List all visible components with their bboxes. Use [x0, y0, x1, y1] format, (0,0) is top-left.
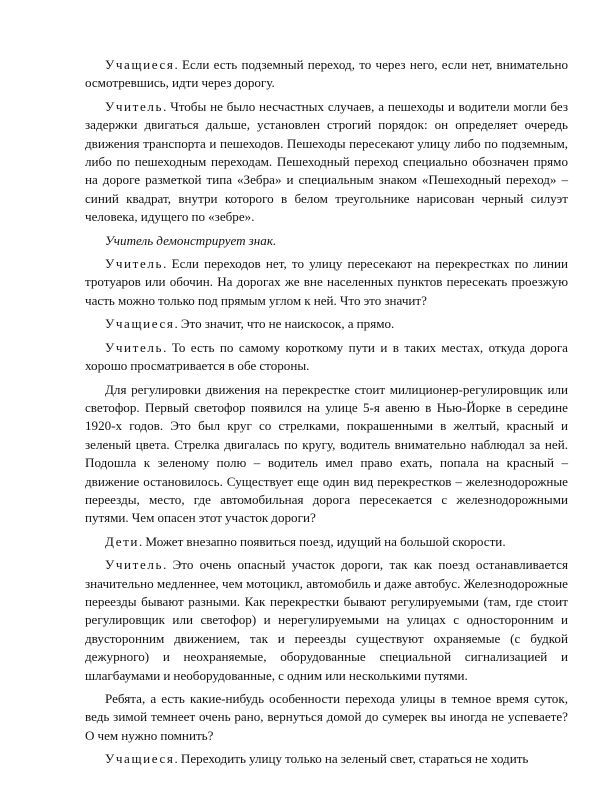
paragraph-traffic-light-history: Для регулировки движения на перекрестке стоит милиционер-регулировщик или светофор. Первый светофор появился на улице 5-я авеню в Нью-Йорке в середине 1920-х годов. Это был круг со стрелками, покрашенными в желтый, красный и зеленый цвета. Стрелка двигалась по кругу, водитель внимательно наблюдал за ней. Подошла к зеленому полю – водитель имел право ехать, попала на красный – движение остановилось. Существует еще один вид перекрестков – железнодорожные переезды, место, где автомобильная дорога пересекается с железнодорожными путями. Чем опасен этот участок дороги?: [85, 381, 568, 526]
stage-direction: Учитель демонстрирует знак.: [105, 232, 277, 248]
speaker-label: Учитель: [105, 557, 164, 573]
speaker-label: Учитель: [105, 98, 164, 114]
paragraph-text: . Если переходов нет, то улицу пересекают на перекрестках по линии тротуаров или обочин. На дорогах же вне населенных пунктов пересекать проезжую часть можно только под прямым углом к ней. Что это значит?: [85, 256, 568, 308]
paragraph-text: . Чтобы не было несчастных случаев, а пешеходы и водители могли без задержки двигаться дальше, установлен строгий порядок: он определяет очередь движения транспорта и пешеходов. Пешеходы пересекают улицу либо по подземным, либо по пешеходным переходам. Пешеходный переход специально обозначен прямо на дороге разметкой типа «Зебра» и специальным знаком «Пешеходный переход» – синий квадрат, внутри которого в белом треугольнике нарисован черный силуэт человека, идущего по «зебре».: [85, 98, 568, 225]
paragraph-text: . Может внезапно появиться поезд, идущий на большой скорости.: [139, 533, 506, 549]
paragraph-teacher-shortest-path: [85, 339, 568, 376]
paragraph-text: . То есть по самому короткому пути и в таких местах, откуда дорога хорошо просматривается в обе стороны.: [85, 339, 568, 374]
speaker-label: Учащиеся: [105, 57, 175, 72]
paragraph-students-reply-1: [85, 56, 568, 93]
speaker-label: Дети: [105, 533, 140, 549]
paragraph-students-reply-3: [85, 750, 568, 768]
paragraph-text: . Это очень опасный участок дороги, так как поезд останавливается значительно медленнее, чем мотоцикл, автомобиль и даже автобус. Железнодорожные переезды бывают разными. Как перекрестки бывают регулируемыми (там, где стоит регулировщик или светофор) и нерегулируемыми на улицах с односторонним и двусторонним движением, так и переезды существуют охраняемые (с будкой дежурного) и неохраняемые, оборудованные специальной сигнализацией и шлагбаумами и необорудованные, с одним или несколькими путями.: [85, 557, 568, 683]
speaker-label: Учащиеся: [105, 751, 175, 767]
paragraph-text: . Это значит, что не наискосок, а прямо.: [174, 316, 395, 332]
paragraph-children-reply: [85, 533, 568, 551]
paragraph-teacher-crossing: [85, 255, 568, 310]
paragraph-students-reply-2: [85, 315, 568, 333]
speaker-label: Учитель: [105, 256, 164, 272]
paragraph-teacher-rules: [85, 98, 568, 227]
paragraph-text: . Если есть подземный переход, то через него, если нет, внимательно осмотревшись, идти через дорогу.: [85, 57, 568, 91]
paragraph-teacher-railway: [85, 556, 568, 685]
paragraph-text: . Переходить улицу только на зеленый свет, стараться не ходить: [174, 751, 529, 767]
paragraph-dark-time-question: Ребята, а есть какие-нибудь особенности перехода улицы в темное время суток, ведь зимой темнеет очень рано, вернуться домой до сумерек вы иногда не успеваете? О чем нужно помнить?: [85, 691, 568, 743]
speaker-label: Учащиеся: [105, 316, 175, 332]
speaker-label: Учитель: [105, 339, 164, 355]
